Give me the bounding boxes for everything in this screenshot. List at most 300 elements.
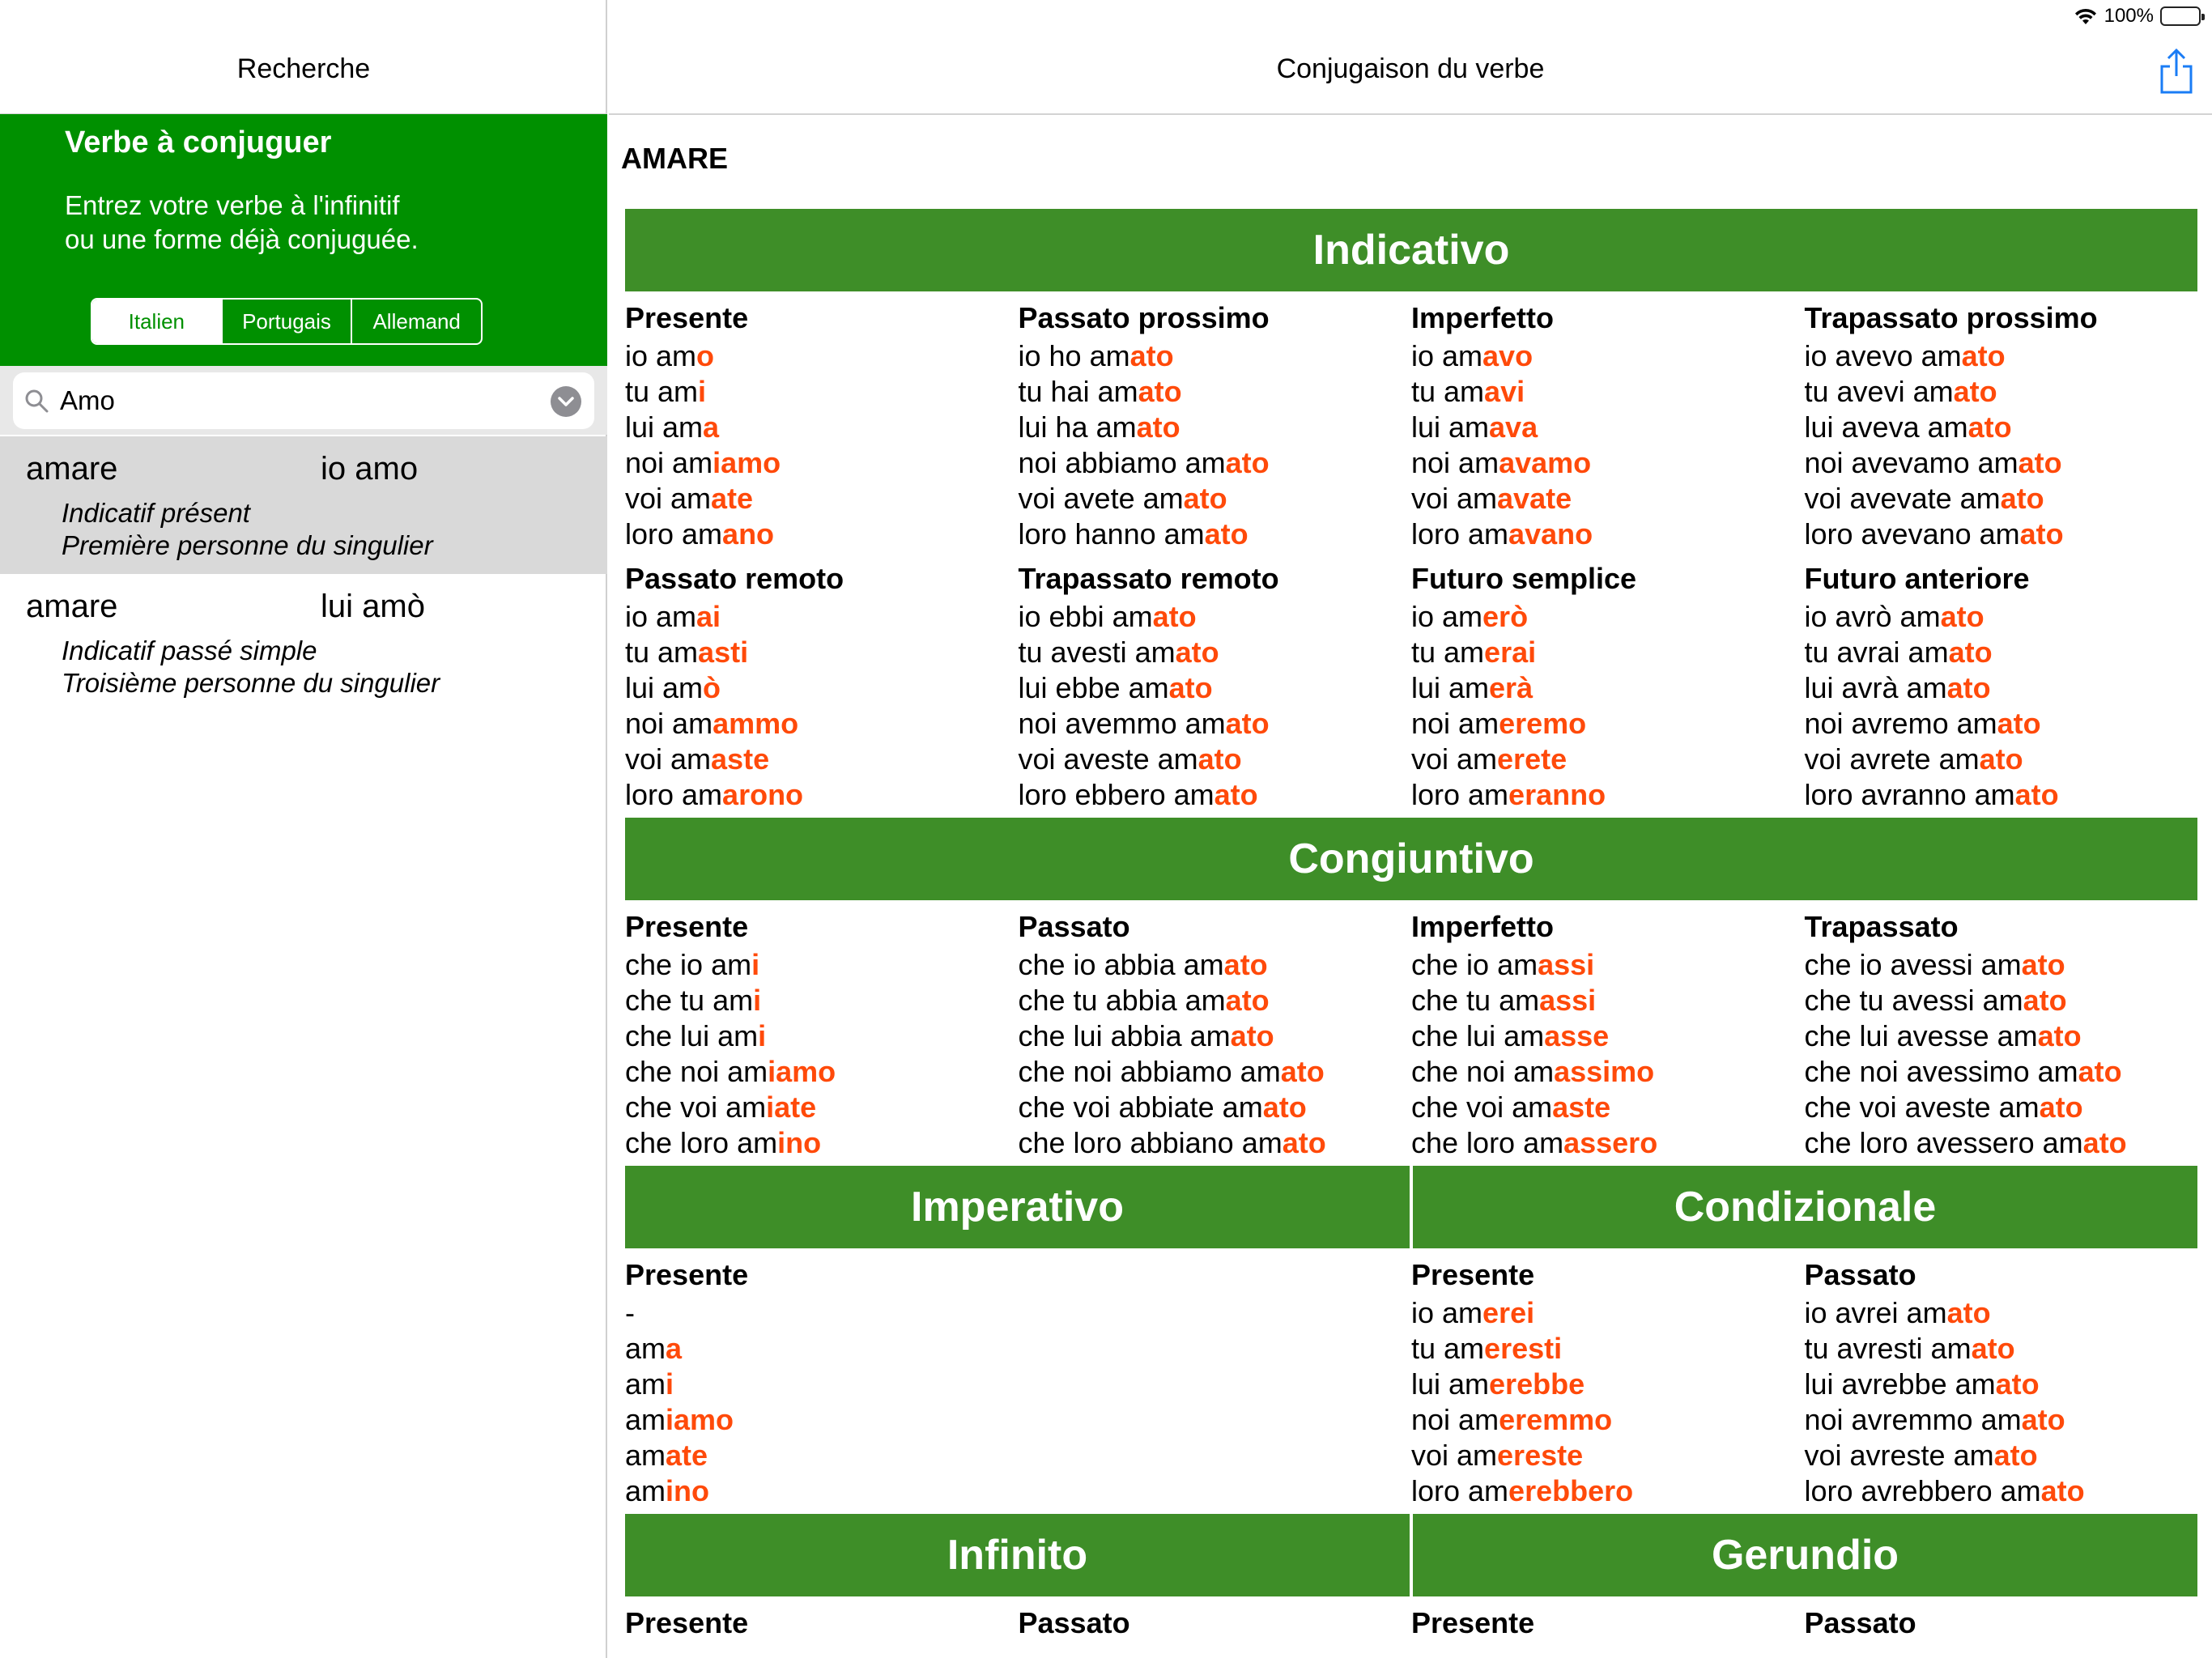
conjugated-form (1411, 635, 1805, 670)
panel-description (65, 189, 419, 257)
form-ending: ato (1223, 948, 1268, 981)
form-stem: loro am (1411, 1474, 1509, 1507)
form-ending: i (698, 375, 707, 408)
form-stem: che noi avessimo am (1804, 1055, 2078, 1088)
conjugated-form (1019, 445, 1412, 481)
form-stem: che voi am (625, 1090, 767, 1124)
form-stem: loro ebbero am (1018, 778, 1214, 811)
form-stem: lui am (625, 410, 704, 444)
form-stem: io avevo am (1804, 339, 1962, 372)
form-stem: lui ha am (1018, 410, 1137, 444)
conjugated-form (1805, 445, 2198, 481)
form-stem: voi am (1411, 1439, 1498, 1472)
form-stem: io avrei am (1804, 1296, 1947, 1329)
conjugated-form (625, 1367, 1019, 1402)
tense-title: Passato (1018, 1606, 1130, 1639)
conjugated-form (1805, 1402, 2198, 1438)
form-stem: noi am (625, 707, 713, 740)
search-bar-container (0, 366, 607, 435)
conjugated-form (625, 338, 1019, 374)
form-stem: loro avranno am (1804, 778, 2015, 811)
conjugated-form (1411, 1295, 1805, 1331)
conjugated-form (625, 410, 1019, 445)
tense-title: Passato prossimo (1018, 301, 1270, 334)
tense-title: Presente (1411, 1606, 1535, 1639)
tense-title: Presente (625, 1258, 749, 1291)
conjugated-form (1805, 1125, 2198, 1161)
form-stem: che lui abbia am (1018, 1019, 1231, 1052)
form-stem: lui am (1411, 1367, 1490, 1401)
tense-row (625, 552, 2197, 813)
tense-column (1805, 552, 2198, 813)
conjugated-form (1411, 1054, 1805, 1090)
form-ending: ato (1262, 1090, 1307, 1124)
result-person: Troisième personne du singulier (62, 668, 440, 698)
form-stem: tu am (625, 375, 699, 408)
form-ending: assi (1538, 948, 1595, 981)
form-ending: erò (1482, 600, 1529, 633)
tense-column (625, 291, 1019, 552)
form-stem: loro am (1411, 517, 1509, 551)
conjugated-form (1411, 1125, 1805, 1161)
form-ending: ato (2023, 984, 2067, 1017)
tense-title: Imperfetto (1411, 301, 1555, 334)
form-stem: voi avevate am (1804, 482, 2001, 515)
form-ending: ato (1204, 517, 1249, 551)
conjugated-form (1411, 481, 1805, 517)
tense-column (625, 1248, 1019, 1509)
form-ending: iamo (713, 446, 781, 479)
form-ending: ereste (1497, 1439, 1584, 1472)
result-form: lui amò (321, 589, 425, 624)
conjugated-form (1805, 742, 2198, 777)
verb-input-panel (0, 114, 607, 366)
conjugated-form (1019, 777, 1412, 813)
tense-title: Passato (1804, 1606, 1916, 1639)
conjugated-form (1805, 983, 2198, 1018)
form-stem: loro am (625, 778, 723, 811)
form-ending: avate (1497, 482, 1572, 515)
conjugated-form (1019, 481, 1412, 517)
form-ending: ato (2082, 1126, 2127, 1159)
result-person: Première personne du singulier (62, 530, 433, 560)
form-ending: ato (1995, 1367, 2040, 1401)
form-ending: ai (696, 600, 721, 633)
tense-column (1411, 900, 1805, 1161)
form-stem: io avrò am (1804, 600, 1941, 633)
conjugated-form (1805, 1367, 2198, 1402)
form-stem: che voi am (1411, 1090, 1553, 1124)
result-item[interactable] (0, 574, 607, 712)
form-stem: tu am (1411, 1332, 1485, 1365)
conjugated-form (1411, 1367, 1805, 1402)
conjugated-form (1411, 410, 1805, 445)
mood-banner-pair (625, 1514, 2197, 1596)
form-stem: noi abbiamo am (1018, 446, 1226, 479)
result-tense: Indicatif passé simple (62, 636, 317, 665)
form-ending: ato (1961, 339, 2006, 372)
form-stem: che tu abbia am (1018, 984, 1226, 1017)
form-stem: loro avrebbero am (1804, 1474, 2041, 1507)
form-ending: ato (1214, 778, 1258, 811)
conjugated-form (1805, 1018, 2198, 1054)
search-icon (24, 389, 49, 413)
form-ending: erete (1497, 742, 1568, 776)
form-ending: ato (1136, 410, 1180, 444)
conjugated-form (1019, 410, 1412, 445)
form-ending: ato (1129, 339, 1174, 372)
form-stem: che voi abbiate am (1018, 1090, 1263, 1124)
form-stem: tu avevi am (1804, 375, 1954, 408)
conjugated-form (1411, 1018, 1805, 1054)
form-ending: erebbero (1508, 1474, 1634, 1507)
tense-title: Presente (1411, 1258, 1535, 1291)
form-ending: arono (722, 778, 804, 811)
form-stem: che io am (625, 948, 752, 981)
conjugated-form (625, 983, 1019, 1018)
conjugated-form (625, 445, 1019, 481)
tense-column (625, 552, 1019, 813)
sidebar-title: Recherche (236, 53, 371, 84)
form-stem: tu am (1411, 375, 1485, 408)
form-stem: noi avemmo am (1018, 707, 1226, 740)
form-ending: ato (2018, 446, 2062, 479)
form-ending: ato (1282, 1126, 1326, 1159)
mood-banner-infinito: Infinito (625, 1514, 1410, 1596)
form-stem: io am (1411, 1296, 1483, 1329)
form-stem: voi avrete am (1804, 742, 1980, 776)
conjugated-form (1411, 445, 1805, 481)
tense-title: Passato (1018, 910, 1130, 943)
form-stem: noi avevamo am (1804, 446, 2018, 479)
form-stem: io ebbi am (1018, 600, 1153, 633)
form-ending: asse (1544, 1019, 1610, 1052)
conjugated-form (1019, 706, 1412, 742)
conjugated-form (1411, 599, 1805, 635)
tense-title: Presente (625, 301, 749, 334)
form-stem: voi am (625, 482, 712, 515)
form-ending: eresti (1484, 1332, 1563, 1365)
conjugated-form (1019, 742, 1412, 777)
sidebar (0, 0, 607, 1658)
form-ending: ato (2021, 1403, 2065, 1436)
conjugated-form (625, 1402, 1019, 1438)
form-stem: loro am (1411, 778, 1509, 811)
form-stem: - (625, 1296, 635, 1329)
form-stem: che noi abbiamo am (1018, 1055, 1281, 1088)
conjugated-form (1411, 338, 1805, 374)
conjugated-form (625, 517, 1019, 552)
tense-column (1019, 291, 1412, 552)
form-stem: voi am (625, 742, 712, 776)
form-ending: ò (703, 671, 721, 704)
form-ending: eremo (1499, 707, 1587, 740)
conjugated-form (1019, 635, 1412, 670)
search-input[interactable] (60, 380, 546, 421)
form-ending: ato (2014, 778, 2059, 811)
tense-column (1411, 552, 1805, 813)
form-stem: loro am (625, 517, 723, 551)
form-stem: lui avrà am (1804, 671, 1947, 704)
mood-banner-gerundio: Gerundio (1413, 1514, 2197, 1596)
conjugated-form (1019, 599, 1412, 635)
result-tense: Indicatif présent (62, 498, 250, 528)
form-stem: am (625, 1332, 666, 1365)
conjugated-form (625, 1054, 1019, 1090)
conjugated-form (1019, 517, 1412, 552)
conjugated-form (1805, 1090, 2198, 1125)
form-ending: ato (1230, 1019, 1274, 1052)
conjugated-form (625, 706, 1019, 742)
mood-banner-indicativo: Indicativo (625, 209, 2197, 291)
conjugated-form (625, 635, 1019, 670)
form-stem: noi am (1411, 707, 1499, 740)
form-ending: aste (1552, 1090, 1611, 1124)
tense-title: Passato (1804, 1258, 1916, 1291)
form-stem: am (625, 1403, 666, 1436)
tense-row (625, 1248, 2197, 1509)
form-ending: ato (1152, 600, 1197, 633)
form-ending: ato (2040, 1474, 2085, 1507)
divider (609, 113, 2212, 115)
form-stem: tu hai am (1018, 375, 1138, 408)
tense-column (1411, 291, 1805, 552)
conjugated-form (1019, 1090, 1412, 1125)
form-ending: eremmo (1499, 1403, 1613, 1436)
conjugated-form (625, 481, 1019, 517)
form-stem: che lui avesse am (1804, 1019, 2038, 1052)
form-ending: iamo (666, 1403, 734, 1436)
form-stem: che io abbia am (1018, 948, 1224, 981)
conjugated-form (1019, 670, 1412, 706)
conjugated-form (1019, 1018, 1412, 1054)
conjugated-form (625, 1125, 1019, 1161)
conjugated-form (1805, 338, 2198, 374)
form-stem: tu am (625, 636, 699, 669)
form-ending: i (751, 948, 760, 981)
form-stem: che lui am (625, 1019, 759, 1052)
form-stem: voi aveste am (1018, 742, 1198, 776)
form-ending: iamo (768, 1055, 836, 1088)
form-stem: loro hanno am (1018, 517, 1205, 551)
panel-desc-line2: ou une forme déjà conjuguée. (65, 224, 419, 254)
form-ending: ato (1280, 1055, 1325, 1088)
form-stem: che loro am (625, 1126, 778, 1159)
conjugated-form (625, 947, 1019, 983)
form-ending: ato (2021, 948, 2065, 981)
conjugated-form (1411, 1473, 1805, 1509)
form-ending: avamo (1499, 446, 1592, 479)
form-stem: che tu am (625, 984, 754, 1017)
form-stem: lui aveva am (1804, 410, 1968, 444)
form-ending: i (758, 1019, 767, 1052)
form-ending: asti (698, 636, 749, 669)
form-stem: voi avete am (1018, 482, 1184, 515)
detail-title: Conjugaison du verbe (1276, 53, 1545, 84)
mood-banner-imperativo: Imperativo (625, 1166, 1410, 1248)
form-stem: che io avessi am (1804, 948, 2022, 981)
conjugated-form (1019, 1125, 1412, 1161)
form-ending: ato (1997, 707, 2041, 740)
conjugated-form (1411, 983, 1805, 1018)
form-ending: erai (1484, 636, 1537, 669)
form-ending: ato (1175, 636, 1219, 669)
form-stem: tu avrai am (1804, 636, 1949, 669)
clear-search-icon[interactable] (551, 386, 581, 417)
conjugated-form (1805, 374, 2198, 410)
tense-column (1019, 552, 1412, 813)
form-stem: lui ebbe am (1018, 671, 1169, 704)
empty-column (1019, 1248, 1412, 1509)
form-ending: a (666, 1332, 683, 1365)
conjugated-form (1805, 599, 2198, 635)
tense-title: Presente (625, 1606, 749, 1639)
form-ending: assimo (1554, 1055, 1655, 1088)
conjugated-form (625, 742, 1019, 777)
form-stem: tu am (1411, 636, 1485, 669)
conjugated-form (1805, 635, 2198, 670)
tense-title: Trapassato prossimo (1804, 301, 2098, 334)
form-stem: che loro abbiano am (1018, 1126, 1283, 1159)
form-ending: ato (2037, 1019, 2082, 1052)
form-ending: ato (1225, 446, 1270, 479)
form-ending: ato (1940, 600, 1984, 633)
conjugated-form (1019, 338, 1412, 374)
form-stem: voi am (1411, 742, 1498, 776)
form-ending: ato (1967, 410, 2012, 444)
form-stem: tu avresti am (1804, 1332, 1972, 1365)
conjugated-form (1805, 1331, 2198, 1367)
form-stem: che noi am (1411, 1055, 1555, 1088)
form-stem: che tu am (1411, 984, 1540, 1017)
conjugated-form (1805, 706, 2198, 742)
form-stem: lui am (1411, 671, 1490, 704)
form-stem: am (625, 1474, 666, 1507)
conjugated-form (1411, 706, 1805, 742)
conjugated-form (1411, 742, 1805, 777)
form-ending: ato (1946, 671, 1991, 704)
result-infinitive: amare (26, 589, 118, 624)
conjugated-form (1411, 1331, 1805, 1367)
conjugated-form (625, 777, 1019, 813)
form-ending: ato (1138, 375, 1182, 408)
conjugated-form (1411, 947, 1805, 983)
form-ending: ammo (713, 707, 799, 740)
form-stem: che lui am (1411, 1019, 1545, 1052)
conjugated-form (625, 599, 1019, 635)
form-ending: ate (666, 1439, 708, 1472)
form-stem: am (625, 1439, 666, 1472)
form-ending: erebbe (1489, 1367, 1585, 1401)
form-ending: ato (2078, 1055, 2122, 1088)
form-ending: i (666, 1367, 674, 1401)
conjugated-form (1805, 1295, 2198, 1331)
segment-allemand[interactable]: Allemand (372, 308, 461, 334)
segment-portugais[interactable]: Portugais (223, 300, 353, 343)
form-stem: che tu avessi am (1804, 984, 2023, 1017)
conjugated-form (625, 374, 1019, 410)
conjugated-form (625, 1295, 1019, 1331)
tense-column (625, 900, 1019, 1161)
conjugated-form (625, 670, 1019, 706)
detail-pane (609, 0, 2212, 1658)
form-ending: ano (722, 517, 775, 551)
form-ending: erà (1489, 671, 1534, 704)
form-stem: io am (1411, 600, 1483, 633)
search-bar (13, 372, 594, 429)
form-ending: ato (1948, 636, 1993, 669)
tense-column (1805, 1596, 2198, 1643)
form-ending: avo (1482, 339, 1534, 372)
mood-banner-pair (625, 1166, 2197, 1248)
tense-column (1411, 1248, 1805, 1509)
form-stem: che loro am (1411, 1126, 1564, 1159)
segment-italien[interactable]: Italien (92, 300, 223, 343)
form-stem: che io am (1411, 948, 1538, 981)
form-ending: o (696, 339, 715, 372)
conjugated-form (1805, 410, 2198, 445)
form-ending: eranno (1508, 778, 1606, 811)
form-ending: ato (1993, 1439, 2038, 1472)
conjugated-form (1019, 983, 1412, 1018)
form-ending: avi (1484, 375, 1525, 408)
form-ending: ato (1971, 1332, 2015, 1365)
tense-title: Presente (625, 910, 749, 943)
tense-row (625, 291, 2197, 552)
language-segmented-control (91, 298, 483, 345)
conjugated-form (1805, 481, 2198, 517)
form-stem: loro avevano am (1804, 517, 2020, 551)
form-ending: ato (1979, 742, 2023, 776)
conjugated-form (1805, 1054, 2198, 1090)
conjugated-form (1411, 517, 1805, 552)
panel-desc-line1: Entrez votre verbe à l'infinitif (65, 190, 400, 220)
form-stem: voi am (1411, 482, 1498, 515)
form-stem: io am (625, 600, 697, 633)
conjugated-form (1411, 1402, 1805, 1438)
conjugated-form (1805, 1438, 2198, 1473)
form-stem: noi am (1411, 1403, 1499, 1436)
conjugated-form (1805, 777, 2198, 813)
tense-column (1019, 1596, 1412, 1643)
form-ending: ato (1183, 482, 1227, 515)
conjugated-form (1805, 1473, 2198, 1509)
form-ending: erei (1482, 1296, 1535, 1329)
form-ending: ato (2019, 517, 2064, 551)
form-ending: ino (777, 1126, 822, 1159)
tense-column (1805, 291, 2198, 552)
tense-title: Imperfetto (1411, 910, 1555, 943)
conjugated-form (1019, 947, 1412, 983)
form-stem: io am (1411, 339, 1483, 372)
form-ending: ato (1953, 375, 1997, 408)
share-icon[interactable] (2159, 47, 2194, 96)
form-ending: avano (1508, 517, 1593, 551)
result-item[interactable] (0, 436, 607, 574)
conjugated-form (1019, 1054, 1412, 1090)
form-ending: i (753, 984, 762, 1017)
form-ending: ino (666, 1474, 709, 1507)
form-ending: assi (1539, 984, 1597, 1017)
form-stem: voi avreste am (1804, 1439, 1994, 1472)
form-ending: ato (1946, 1296, 1991, 1329)
form-stem: noi am (1411, 446, 1499, 479)
tense-title: Passato remoto (625, 562, 844, 595)
conjugation-table (625, 209, 2197, 1643)
conjugated-form (625, 1473, 1019, 1509)
tense-title: Futuro semplice (1411, 562, 1637, 595)
form-ending: ato (2039, 1090, 2083, 1124)
